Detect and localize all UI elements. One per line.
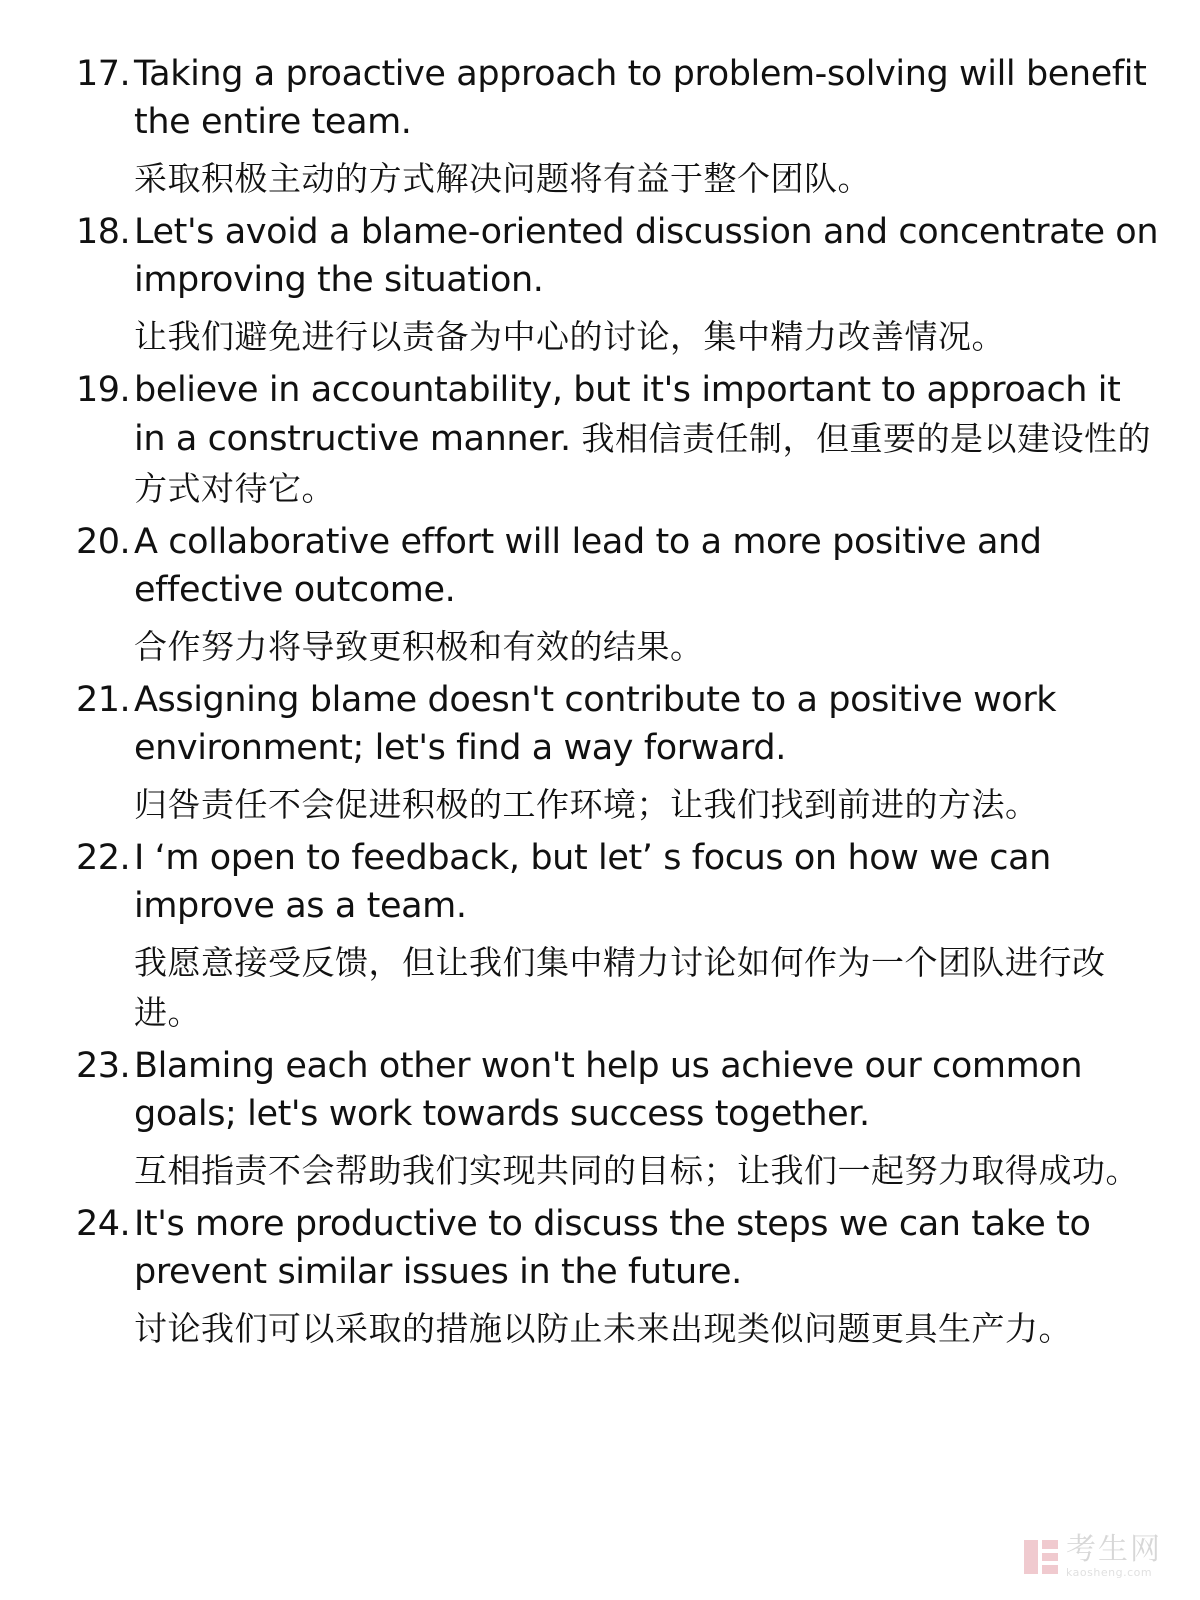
watermark-domain: kaosheng.com: [1066, 1566, 1153, 1579]
list-item-22: [0, 834, 1200, 1038]
item-number: 23.: [76, 1046, 131, 1086]
list-item-17: [0, 50, 1200, 204]
chinese-translation: 合作努力将导致更积极和有效的结果。: [134, 627, 704, 666]
english-sentence: It's more productive to discuss the steps we can take to prevent similar issues in the future.: [134, 1204, 1091, 1292]
chinese-translation: 我愿意接受反馈，但让我们集中精力讨论如何作为一个团队进行改进。: [134, 943, 1106, 1032]
watermark-text: [1066, 1532, 1162, 1579]
chinese-translation: 归咎责任不会促进积极的工作环境；让我们找到前进的方法。: [134, 785, 1039, 824]
english-sentence: A collaborative effort will lead to a more positive and effective outcome.: [134, 522, 1042, 610]
chinese-translation: 让我们避免进行以责备为中心的讨论，集中精力改善情况。: [134, 317, 1005, 356]
item-number: 21.: [76, 680, 131, 720]
english-sentence: Let's avoid a blame-oriented discussion and concentrate on improving the situation.: [134, 212, 1159, 300]
item-number: 18.: [76, 212, 131, 252]
watermark-chinese: 考生网: [1066, 1532, 1162, 1567]
list-item-18: [0, 208, 1200, 362]
english-sentence: Assigning blame doesn't contribute to a positive work environment; let's find a way forward.: [134, 680, 1057, 768]
chinese-translation: 采取积极主动的方式解决问题将有益于整个团队。: [134, 159, 871, 198]
item-number: 22.: [76, 838, 131, 878]
site-watermark: [1024, 1532, 1162, 1579]
english-sentence: believe in accountability, but it's important to approach it in a constructive manner.: [134, 370, 1121, 459]
english-sentence: I ‘m open to feedback, but let’ s focus on how we can improve as a team.: [134, 838, 1051, 926]
item-number: 17.: [76, 54, 131, 94]
list-item-20: [0, 518, 1200, 672]
english-sentence: Blaming each other won't help us achieve our common goals; let's work towards success together.: [134, 1046, 1083, 1134]
english-sentence: Taking a proactive approach to problem-solving will benefit the entire team.: [134, 54, 1147, 142]
list-item-24: [0, 1200, 1200, 1354]
site-logo-icon: [1024, 1540, 1058, 1574]
item-number: 24.: [76, 1204, 131, 1244]
list-item-21: [0, 676, 1200, 830]
phrase-list: [0, 50, 1200, 1354]
list-item-19: [0, 366, 1200, 514]
english-sentence-with-translation: [134, 366, 1160, 514]
item-number: 19.: [76, 370, 131, 410]
chinese-translation: 互相指责不会帮助我们实现共同的目标；让我们一起努力取得成功。: [134, 1151, 1139, 1190]
chinese-translation: 我相信责任制，但重要的是以建设性的方式对待它。: [134, 419, 1152, 508]
chinese-translation: 讨论我们可以采取的措施以防止未来出现类似问题更具生产力。: [134, 1309, 1072, 1348]
list-item-23: [0, 1042, 1200, 1196]
item-number: 20.: [76, 522, 131, 562]
